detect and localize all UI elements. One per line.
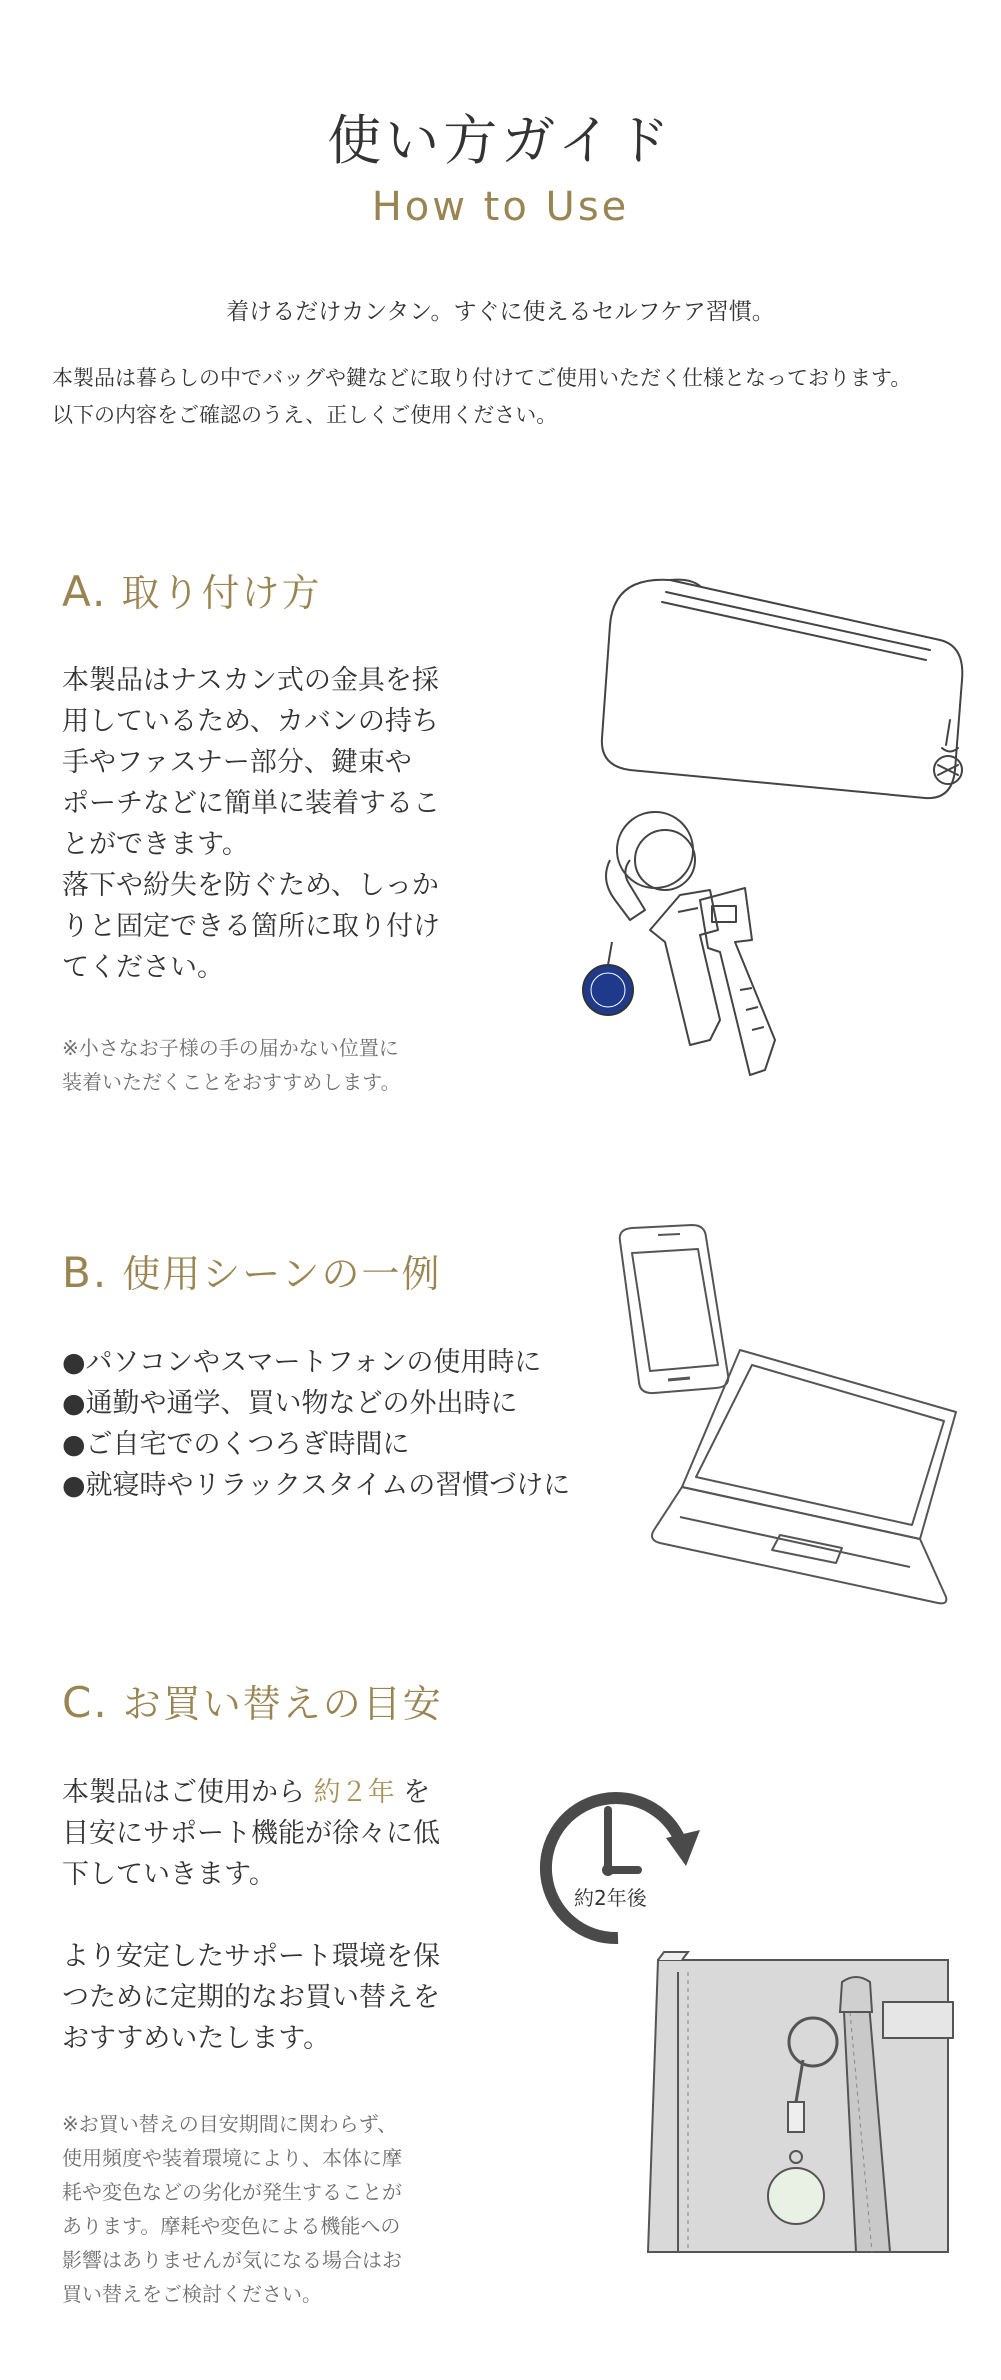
intro-line: 本製品は暮らしの中でバッグや鍵などに取り付けてご使用いただく仕様となっております。: [52, 366, 912, 390]
body-line: 手やファスナー部分、鍵束や: [62, 747, 412, 778]
body-text: 本製品はご使用から: [62, 1777, 305, 1808]
body-line: [62, 1772, 502, 1813]
intro-line: 以下の内容をご確認のうえ、正しくご使用ください。: [52, 403, 558, 427]
section-a-body: [62, 660, 492, 988]
body-line: 落下や紛失を防ぐため、しっか: [62, 870, 439, 901]
section-c-body: [62, 1772, 502, 2059]
phone-laptop-illustration: [610, 1225, 970, 1625]
clock-arrow-icon: [528, 1778, 708, 1958]
body-line: 目安にサポート機能が徐々に低: [62, 1818, 440, 1849]
tagline: 着けるだけカンタン。すぐに使えるセルフケア習慣。: [226, 299, 775, 325]
section-a-note: [62, 1031, 502, 1099]
section-c-title: お買い替えの目安: [122, 1682, 443, 1726]
period-highlight: 約２年: [313, 1777, 395, 1808]
section-b-letter: B.: [62, 1248, 109, 1297]
pouch-keys-illustration: [570, 570, 970, 1090]
note-line: 影響はありませんが気になる場合はお: [62, 2248, 402, 2272]
section-a-heading: [62, 562, 321, 617]
body-line: 用しているため、カバンの持ち: [62, 706, 439, 737]
page-subtitle-en: How to Use: [371, 184, 630, 230]
section-a-title: 取り付け方: [121, 571, 322, 615]
body-line: より安定したサポート環境を保: [62, 1941, 440, 1972]
list-item: ●パソコンやスマートフォンの使用時に: [62, 1347, 542, 1378]
note-line: ※小さなお子様の手の届かない位置に: [62, 1036, 399, 1060]
body-line: 下していきます。: [62, 1859, 276, 1890]
list-item: ●通勤や通学、買い物などの外出時に: [62, 1388, 518, 1419]
section-b-list: [62, 1342, 570, 1506]
note-line: 装着いただくことをおすすめします。: [62, 1070, 401, 1094]
body-line: 本製品はナスカン式の金具を採: [62, 665, 439, 696]
list-item: ●ご自宅でのくつろぎ時間に: [62, 1429, 410, 1460]
list-item: ●就寝時やリラックスタイムの習慣づけに: [62, 1470, 571, 1501]
section-b-heading: [62, 1243, 442, 1298]
note-line: あります。摩耗や変色による機能への: [62, 2214, 401, 2238]
intro-text: [52, 360, 972, 434]
note-line: 使用頻度や装着環境により、本体に摩: [62, 2146, 402, 2170]
page-title: 使い方ガイド: [327, 109, 674, 172]
body-line: ポーチなどに簡単に装着するこ: [62, 788, 440, 819]
note-line: ※お買い替えの目安期間に関わらず、: [62, 2112, 398, 2136]
section-c-note: [62, 2107, 502, 2311]
note-line: 買い替えをご検討ください。: [62, 2282, 322, 2306]
body-text: を: [403, 1777, 431, 1808]
clock-label: 約2年後: [574, 1886, 647, 1910]
body-line: おすすめいたします。: [62, 2023, 331, 2054]
body-line: りと固定できる箇所に取り付け: [62, 911, 440, 942]
section-c-letter: C.: [62, 1678, 109, 1727]
section-b-title: 使用シーンの一例: [122, 1252, 442, 1296]
green-charm-icon: [768, 2168, 824, 2224]
body-line: つために定期的なお買い替えを: [62, 1982, 440, 2013]
section-a-letter: A.: [62, 567, 108, 616]
bag-charm-illustration: [628, 1952, 958, 2252]
body-line: てください。: [62, 952, 224, 983]
section-c-heading: [62, 1673, 443, 1728]
body-line: とができます。: [62, 829, 249, 860]
note-line: 耗や変色などの劣化が発生することが: [62, 2180, 402, 2204]
